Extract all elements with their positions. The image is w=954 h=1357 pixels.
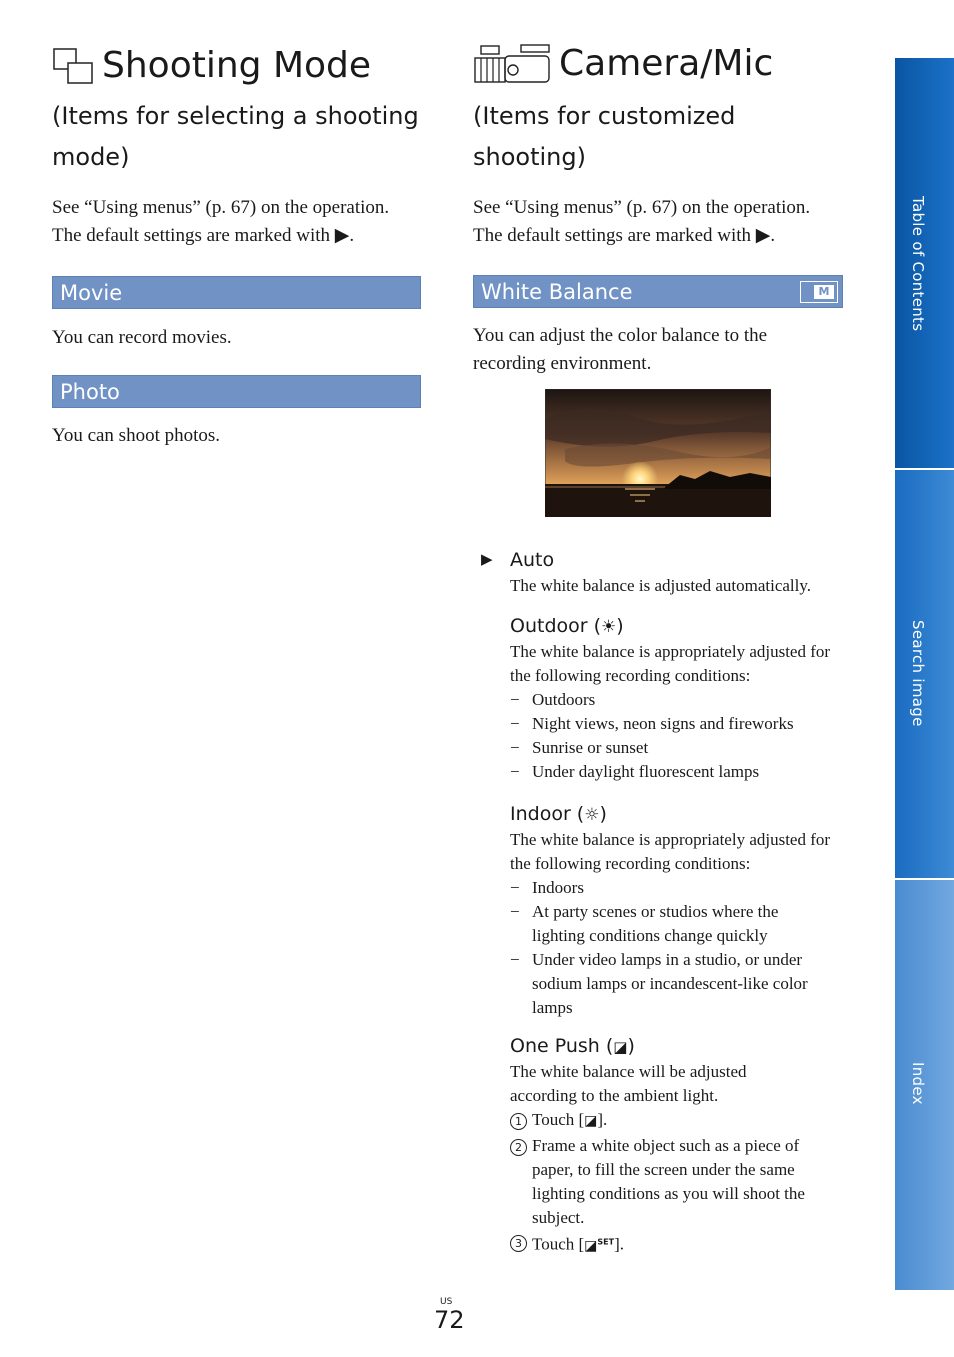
one-push-set-icon: ◪$^{SET}$	[584, 1237, 615, 1254]
list-item: − Under video lamps in a studio, or under sodium lamps or incandescent-like color lamps	[510, 950, 808, 1017]
shooting-mode-title: Shooting Mode	[52, 46, 424, 86]
sun-icon: ☀	[601, 617, 617, 637]
one-push-title: One Push (◪)	[510, 1035, 635, 1057]
auto-desc: The white balance is adjusted automatically.	[510, 576, 812, 595]
white-balance-heading: White Balance M	[473, 275, 843, 308]
page-number: 72	[434, 1306, 465, 1334]
one-push-desc: The white balance will be adjusted according to the ambient light.	[510, 1062, 747, 1105]
tab-table-of-contents[interactable]: Table of Contents	[895, 58, 954, 468]
white-balance-description: You can adjust the color balance to the recording environment.	[473, 325, 768, 374]
tab-index[interactable]: Index	[895, 880, 954, 1290]
default-marker-icon: ▶	[481, 552, 493, 568]
tab-search-image[interactable]: Search image	[895, 470, 954, 878]
movie-section-heading: Movie	[52, 276, 421, 309]
indoor-desc: The white balance is appropriately adjusted for the following recording conditions:	[510, 830, 831, 873]
photo-section-heading: Photo	[52, 375, 421, 408]
camera-mic-subtitle: (Items for customized shooting)	[473, 102, 736, 171]
one-push-option	[510, 1034, 850, 1259]
photo-description: You can shoot photos.	[52, 425, 221, 446]
intro-line-1: See “Using menus” (p. 67) on the operation.	[473, 197, 811, 218]
shooting-mode-icon	[52, 46, 96, 86]
list-item: − At party scenes or studios where the lighting conditions change quickly	[510, 902, 779, 945]
intro-line-2: The default settings are marked with ▶.	[473, 225, 776, 246]
auto-title: Auto	[510, 549, 555, 571]
one-push-icon: ◪	[613, 1038, 628, 1056]
one-push-icon: ◪	[584, 1114, 598, 1129]
list-item: − Sunrise or sunset	[510, 738, 649, 757]
auto-option	[510, 548, 850, 598]
indoor-title: Indoor (☼)	[510, 803, 607, 825]
video-camera-icon	[473, 42, 553, 86]
list-item: − Outdoors	[510, 690, 596, 709]
default-marker-icon: ▶	[334, 225, 350, 246]
intro-line-2: The default settings are marked with ▶.	[52, 225, 355, 246]
shooting-mode-column	[52, 45, 424, 446]
outdoor-desc: The white balance is appropriately adjusted for the following recording conditions:	[510, 642, 831, 685]
list-item: − Under daylight fluorescent lamps	[510, 762, 760, 781]
manual-mode-badge-icon: M	[800, 281, 838, 303]
movie-description: You can record movies.	[52, 327, 232, 348]
side-tabs	[895, 58, 954, 1290]
light-bulb-icon: ☼	[584, 805, 600, 825]
step-3: 3 Touch [◪$^{SET}$].	[510, 1230, 850, 1259]
camera-mic-column	[473, 42, 845, 1254]
default-marker-icon: ▶	[755, 225, 771, 246]
step-2: 2 Frame a white object such as a piece of paper, to fill the screen under the same lighting conditions as you will shoot the subject.	[510, 1134, 850, 1230]
indoor-option	[510, 802, 850, 1020]
outdoor-option	[510, 614, 850, 784]
list-item: − Night views, neon signs and fireworks	[510, 714, 794, 733]
sunset-photo	[545, 389, 771, 517]
list-item: − Indoors	[510, 878, 584, 897]
camera-mic-title: Camera/Mic	[473, 42, 845, 86]
step-1: 1 Touch [◪].	[510, 1108, 850, 1134]
shooting-mode-subtitle: (Items for selecting a shooting mode)	[52, 102, 419, 171]
region-code: US	[440, 1297, 453, 1307]
outdoor-title: Outdoor (☀)	[510, 615, 624, 637]
intro-line-1: See “Using menus” (p. 67) on the operation.	[52, 197, 390, 218]
